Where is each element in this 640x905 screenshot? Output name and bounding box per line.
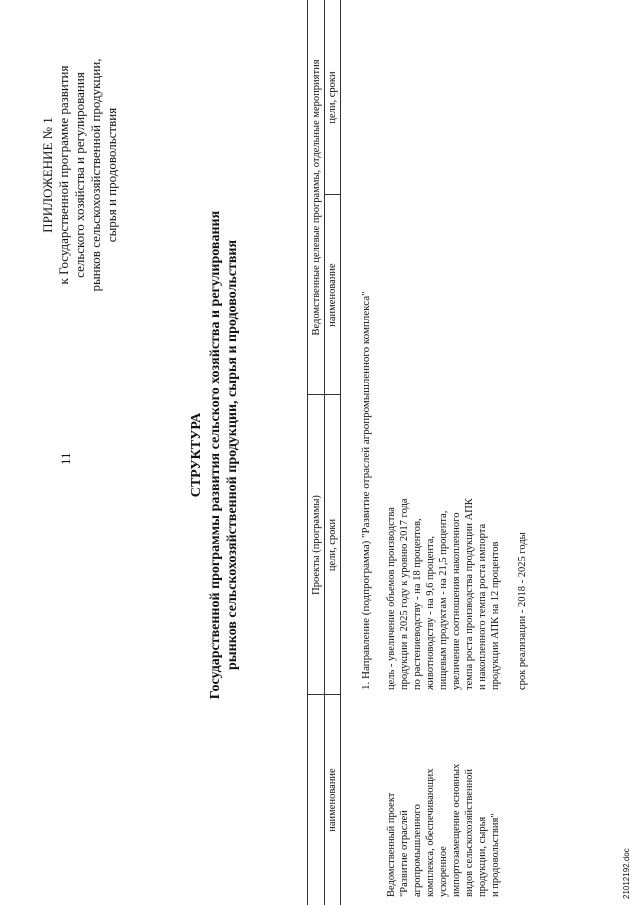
title-line: Государственной программы развития сельского хозяйства и регулирования [208,210,223,700]
appendix-line: сырья и продовольствия [104,107,119,243]
row-term: срок реализации - 2018 - 2025 годы [517,532,528,690]
title-main: СТРУКТУРА [189,412,204,498]
appendix-line: сельского хозяйства и регулирования [72,72,87,278]
row-goal-line: цель - увеличение объемов производства [386,507,397,690]
row-name-line: агропромышленного [412,804,423,897]
table-border-top [307,0,308,905]
row-goals [385,390,529,690]
header-goals-2: цели, сроки [327,71,338,124]
row-goal-line: животноводству - на 9,6 процента, [425,535,436,690]
row-name [385,697,502,897]
row-name-line: и продовольствия" [490,813,501,897]
header-goals: цели, сроки [327,518,338,572]
appendix-line: к Государственной программе развития [56,65,71,285]
row-goal-line: продукции АПК на 12 процентов [490,541,501,690]
row-goal-line: и накопленного темпа роста импорта [477,523,488,690]
document-code: 21012192.doc [622,848,631,899]
appendix-block [40,5,120,345]
row-goal-line: продукции в 2025 году к уровню 2017 года [399,498,410,690]
row-name-line: комплекса, обеспечивающих [425,768,436,897]
row-name-line: "Развитие отраслей [399,810,410,897]
header-name-2: наименование [327,263,338,327]
page-number: 11 [58,452,73,465]
row-name-line: ускоренное [438,846,449,897]
section-title: 1. Направление (подпрограмма) "Развитие отраслей агропромышленного комплекса" [360,291,372,690]
table-group-divider [324,0,325,905]
appendix-heading: ПРИЛОЖЕНИЕ № 1 [40,117,55,233]
header-name: наименование [327,768,338,832]
row-name-line: продукции, сырья [477,816,488,897]
appendix-line: рынков сельскохозяйственной продукции, [88,58,103,292]
row-name-line: Ведомственный проект [386,792,397,897]
title-line: рынков сельскохозяйственной продукции, сырья и продовольствия [225,239,240,671]
row-goal-line: увеличение соотношения накопленного [451,512,462,690]
row-goal-line: темпа роста производства продукции АПК [464,498,475,690]
document-title [188,125,241,785]
header-projects: Проекты (программы) [311,495,322,595]
header-departmental: Ведомственные целевые программы, отдельные мероприятия [311,59,322,336]
row-goal-line: пищевым продуктам - на 21,5 процента, [438,510,449,690]
row-name-line: импортозамещение основных [451,763,462,897]
structure-table [307,0,607,905]
row-name-line: видов сельскохозяйственной [464,768,475,897]
table-header-divider [340,0,341,905]
row-goal-line: по растениеводству - на 18 процентов, [412,518,423,690]
